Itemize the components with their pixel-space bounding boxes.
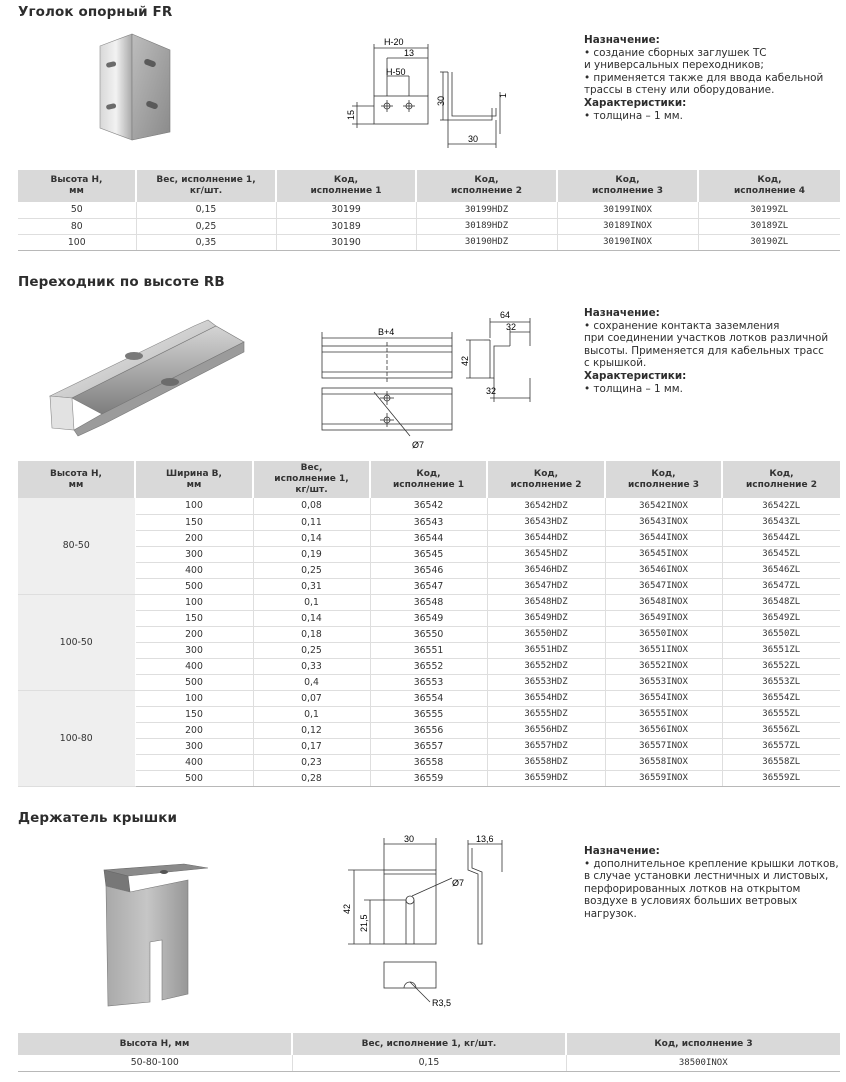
table-cell: 0,1 — [253, 594, 370, 610]
fr-purpose-line: трассы в стену или оборудование. — [584, 84, 775, 97]
table-cell: 500 — [135, 770, 253, 786]
fr-table — [18, 170, 840, 251]
table-cell: 0,11 — [253, 514, 370, 530]
table-cell: 36544INOX — [605, 530, 722, 546]
ch-col-code3: Код, исполнение 3 — [566, 1033, 840, 1055]
table-cell: 36548HDZ — [487, 594, 605, 610]
table-cell: 150 — [135, 610, 253, 626]
table-cell: 36548 — [370, 594, 487, 610]
ch-dim-30: 30 — [404, 834, 415, 844]
rb-specs-heading: Характеристики: — [584, 369, 687, 382]
fr-purpose-heading: Назначение: — [584, 34, 660, 46]
table-cell: 100 — [135, 498, 253, 514]
table-cell: 36553INOX — [605, 674, 722, 690]
table-cell: 36559ZL — [722, 770, 840, 786]
table-cell: 36559HDZ — [487, 770, 605, 786]
table-cell: 0,14 — [253, 530, 370, 546]
table-cell: 36542ZL — [722, 498, 840, 514]
table-cell: 36546HDZ — [487, 562, 605, 578]
table-cell: 100 — [135, 690, 253, 706]
table-cell: 36554 — [370, 690, 487, 706]
table-cell: 36544HDZ — [487, 530, 605, 546]
table-row — [18, 594, 840, 610]
fr-col-code2: Код, исполнение 2 — [416, 170, 557, 202]
fr-col-code4: Код, исполнение 4 — [698, 170, 840, 202]
table-cell: 200 — [135, 530, 253, 546]
table-cell: 0,25 — [253, 642, 370, 658]
fr-description — [584, 34, 840, 122]
table-cell: 36549ZL — [722, 610, 840, 626]
rb-specs-line: • толщина – 1 мм. — [584, 382, 683, 395]
rb-purpose-line: • сохранение контакта заземления — [584, 319, 780, 332]
table-cell: 0,23 — [253, 754, 370, 770]
table-cell: 36546 — [370, 562, 487, 578]
ch-dim-r3-5: R3,5 — [432, 998, 452, 1008]
table-cell: 150 — [135, 706, 253, 722]
table-cell: 36556ZL — [722, 722, 840, 738]
table-cell: 36559 — [370, 770, 487, 786]
table-cell: 100 — [18, 234, 136, 250]
table-cell: 36559INOX — [605, 770, 722, 786]
fr-angle-photo — [92, 32, 182, 144]
table-row — [18, 578, 840, 594]
fr-dim-30b: 30 — [468, 134, 479, 144]
table-cell: 36558ZL — [722, 754, 840, 770]
table-cell: 0,35 — [136, 234, 276, 250]
table-row — [18, 530, 840, 546]
table-cell: 38500INOX — [566, 1055, 840, 1071]
table-cell: 0,07 — [253, 690, 370, 706]
table-cell: 36558 — [370, 754, 487, 770]
group-label: 100-80 — [18, 690, 135, 786]
cover-holder-table-body — [18, 1055, 840, 1071]
table-cell: 300 — [135, 738, 253, 754]
table-cell: 36542HDZ — [487, 498, 605, 514]
table-cell: 36547ZL — [722, 578, 840, 594]
table-cell: 30199 — [276, 202, 416, 218]
fr-table-body — [18, 202, 840, 250]
table-cell: 36553HDZ — [487, 674, 605, 690]
table-cell: 36549INOX — [605, 610, 722, 626]
table-cell: 200 — [135, 626, 253, 642]
table-row — [18, 218, 840, 234]
table-cell: 36554INOX — [605, 690, 722, 706]
group-label: 80-50 — [18, 498, 135, 594]
table-cell: 0,31 — [253, 578, 370, 594]
rb-dim-phi7: Ø7 — [412, 440, 425, 450]
table-cell: 36544ZL — [722, 530, 840, 546]
table-cell: 30189INOX — [557, 218, 698, 234]
table-cell: 300 — [135, 642, 253, 658]
table-cell: 36551HDZ — [487, 642, 605, 658]
cover-holder-drawing — [334, 834, 534, 1020]
fr-col-code1: Код, исполнение 1 — [276, 170, 416, 202]
table-cell: 0,14 — [253, 610, 370, 626]
table-cell: 50 — [18, 202, 136, 218]
table-row — [18, 770, 840, 786]
table-cell: 36557INOX — [605, 738, 722, 754]
table-cell: 400 — [135, 754, 253, 770]
rb-col-weight: Вес, исполнение 1, кг/шт. — [253, 461, 370, 498]
ch-dim-13-6: 13,6 — [476, 834, 494, 844]
fr-dim-15: 15 — [346, 109, 356, 120]
rb-description — [584, 307, 840, 395]
rb-adapter-photo — [44, 312, 248, 438]
table-cell: 0,28 — [253, 770, 370, 786]
table-cell: 0,1 — [253, 706, 370, 722]
table-cell: 36555 — [370, 706, 487, 722]
table-cell: 36556 — [370, 722, 487, 738]
table-cell: 30190ZL — [698, 234, 840, 250]
table-cell: 36556HDZ — [487, 722, 605, 738]
table-cell: 36551ZL — [722, 642, 840, 658]
table-row — [18, 754, 840, 770]
fr-specs-heading: Характеристики: — [584, 96, 687, 109]
table-cell: 36545HDZ — [487, 546, 605, 562]
table-cell: 36557ZL — [722, 738, 840, 754]
table-cell: 36554ZL — [722, 690, 840, 706]
table-cell: 30190HDZ — [416, 234, 557, 250]
table-row — [18, 1055, 840, 1071]
table-cell: 36545ZL — [722, 546, 840, 562]
table-cell: 36550ZL — [722, 626, 840, 642]
table-cell: 36548INOX — [605, 594, 722, 610]
table-cell: 150 — [135, 514, 253, 530]
rb-dim-b4: B+4 — [378, 327, 395, 337]
table-cell: 36553 — [370, 674, 487, 690]
table-row — [18, 234, 840, 250]
table-cell: 36552HDZ — [487, 658, 605, 674]
table-row — [18, 626, 840, 642]
table-cell: 36546INOX — [605, 562, 722, 578]
fr-purpose-line: • применяется также для ввода кабельной — [584, 71, 824, 84]
table-cell: 100 — [135, 594, 253, 610]
table-cell: 36549 — [370, 610, 487, 626]
rb-col-code1: Код, исполнение 1 — [370, 461, 487, 498]
table-cell: 400 — [135, 658, 253, 674]
fr-dim-h50: H-50 — [386, 67, 406, 77]
table-row — [18, 610, 840, 626]
rb-col-width: Ширина B, мм — [135, 461, 253, 498]
table-cell: 36558INOX — [605, 754, 722, 770]
table-row — [18, 498, 840, 514]
fr-purpose-line: и универсальных переходников; — [584, 59, 764, 72]
ch-purpose-line: перфорированных лотков на открытом — [584, 882, 801, 895]
table-cell: 36543ZL — [722, 514, 840, 530]
rb-dim-64: 64 — [500, 310, 511, 320]
table-cell: 0,15 — [292, 1055, 566, 1071]
fr-specs-line: • толщина – 1 мм. — [584, 109, 683, 122]
table-cell: 36545 — [370, 546, 487, 562]
table-cell: 0,17 — [253, 738, 370, 754]
table-cell: 30199HDZ — [416, 202, 557, 218]
table-cell: 36549HDZ — [487, 610, 605, 626]
ch-dim-42: 42 — [342, 903, 352, 914]
table-cell: 36542 — [370, 498, 487, 514]
table-cell: 36556INOX — [605, 722, 722, 738]
table-cell: 36547INOX — [605, 578, 722, 594]
table-cell: 36550 — [370, 626, 487, 642]
table-cell: 36552 — [370, 658, 487, 674]
group-label: 100-50 — [18, 594, 135, 690]
section-title-cover-holder: Держатель крышки — [18, 810, 178, 826]
table-cell: 36555INOX — [605, 706, 722, 722]
table-row — [18, 738, 840, 754]
table-cell: 30199INOX — [557, 202, 698, 218]
table-cell: 0,19 — [253, 546, 370, 562]
table-row — [18, 690, 840, 706]
table-cell: 200 — [135, 722, 253, 738]
table-cell: 36551INOX — [605, 642, 722, 658]
table-cell: 0,25 — [253, 562, 370, 578]
fr-purpose-line: • создание сборных заглушек ТС — [584, 46, 767, 59]
table-cell: 36542INOX — [605, 498, 722, 514]
table-cell: 50-80-100 — [18, 1055, 292, 1071]
table-cell: 30189HDZ — [416, 218, 557, 234]
table-cell: 36554HDZ — [487, 690, 605, 706]
section-title-rb: Переходник по высоте RB — [18, 274, 225, 290]
table-cell: 36557 — [370, 738, 487, 754]
table-cell: 36553ZL — [722, 674, 840, 690]
ch-col-height: Высота Н, мм — [18, 1033, 292, 1055]
rb-table — [18, 461, 840, 787]
table-cell: 36548ZL — [722, 594, 840, 610]
rb-table-body — [18, 498, 840, 786]
ch-col-weight: Вес, исполнение 1, кг/шт. — [292, 1033, 566, 1055]
table-row — [18, 562, 840, 578]
ch-dim-21-5: 21,5 — [359, 914, 369, 932]
table-cell: 30189ZL — [698, 218, 840, 234]
ch-purpose-line: воздухе в условиях больших ветровых — [584, 895, 798, 908]
cover-holder-table — [18, 1033, 840, 1072]
table-row — [18, 546, 840, 562]
table-cell: 36547HDZ — [487, 578, 605, 594]
fr-dim-30a: 30 — [436, 95, 446, 106]
rb-drawing — [314, 308, 540, 454]
table-cell: 30190INOX — [557, 234, 698, 250]
rb-dim-32b: 32 — [486, 386, 497, 396]
fr-dim-h20: H-20 — [384, 37, 404, 47]
table-cell: 36555ZL — [722, 706, 840, 722]
table-cell: 36547 — [370, 578, 487, 594]
table-cell: 0,25 — [136, 218, 276, 234]
table-cell: 36544 — [370, 530, 487, 546]
table-cell: 36543HDZ — [487, 514, 605, 530]
table-row — [18, 202, 840, 218]
rb-col-code4: Код, исполнение 2 — [722, 461, 840, 498]
table-cell: 0,33 — [253, 658, 370, 674]
table-row — [18, 642, 840, 658]
table-cell: 36555HDZ — [487, 706, 605, 722]
table-cell: 0,4 — [253, 674, 370, 690]
table-cell: 500 — [135, 674, 253, 690]
table-cell: 0,15 — [136, 202, 276, 218]
fr-col-height: Высота Н, мм — [18, 170, 136, 202]
fr-dim-1: 1 — [498, 92, 508, 98]
table-cell: 36543 — [370, 514, 487, 530]
table-cell: 36545INOX — [605, 546, 722, 562]
rb-col-code2: Код, исполнение 2 — [487, 461, 605, 498]
cover-holder-description — [584, 845, 840, 921]
table-cell: 80 — [18, 218, 136, 234]
rb-purpose-line: с крышкой. — [584, 357, 647, 370]
rb-purpose-line: высоты. Применяется для кабельных трасс — [584, 344, 824, 357]
table-cell: 0,12 — [253, 722, 370, 738]
table-cell: 36543INOX — [605, 514, 722, 530]
table-cell: 0,08 — [253, 498, 370, 514]
table-cell: 36550HDZ — [487, 626, 605, 642]
ch-purpose-line: • дополнительное крепление крышки лотков, — [584, 857, 839, 870]
table-cell: 30199ZL — [698, 202, 840, 218]
ch-dim-phi7: Ø7 — [452, 878, 465, 888]
ch-purpose-heading: Назначение: — [584, 845, 660, 857]
table-cell: 30189 — [276, 218, 416, 234]
table-cell: 36550INOX — [605, 626, 722, 642]
table-row — [18, 706, 840, 722]
rb-col-height: Высота Н, мм — [18, 461, 135, 498]
rb-col-code3: Код, исполнение 3 — [605, 461, 722, 498]
table-cell: 36552INOX — [605, 658, 722, 674]
fr-col-code3: Код, исполнение 3 — [557, 170, 698, 202]
fr-dim-13: 13 — [404, 48, 415, 58]
table-cell: 36552ZL — [722, 658, 840, 674]
table-cell: 36546ZL — [722, 562, 840, 578]
rb-dim-42: 42 — [460, 355, 470, 366]
table-cell: 0,18 — [253, 626, 370, 642]
ch-purpose-line: в случае установки лестничных и листовых, — [584, 870, 829, 883]
table-cell: 36557HDZ — [487, 738, 605, 754]
table-row — [18, 674, 840, 690]
table-cell: 36558HDZ — [487, 754, 605, 770]
table-row — [18, 658, 840, 674]
table-cell: 300 — [135, 546, 253, 562]
rb-dim-32a: 32 — [506, 322, 517, 332]
rb-purpose-line: при соединении участков лотков различной — [584, 332, 829, 345]
table-cell: 36551 — [370, 642, 487, 658]
table-row — [18, 722, 840, 738]
table-cell: 400 — [135, 562, 253, 578]
section-title-fr: Уголок опорный FR — [18, 4, 173, 20]
rb-purpose-heading: Назначение: — [584, 307, 660, 319]
ch-purpose-line: нагрузок. — [584, 907, 637, 920]
cover-holder-photo — [98, 862, 214, 1008]
table-row — [18, 514, 840, 530]
table-cell: 30190 — [276, 234, 416, 250]
table-cell: 500 — [135, 578, 253, 594]
fr-drawing — [340, 36, 520, 154]
fr-col-weight: Вес, исполнение 1, кг/шт. — [136, 170, 276, 202]
